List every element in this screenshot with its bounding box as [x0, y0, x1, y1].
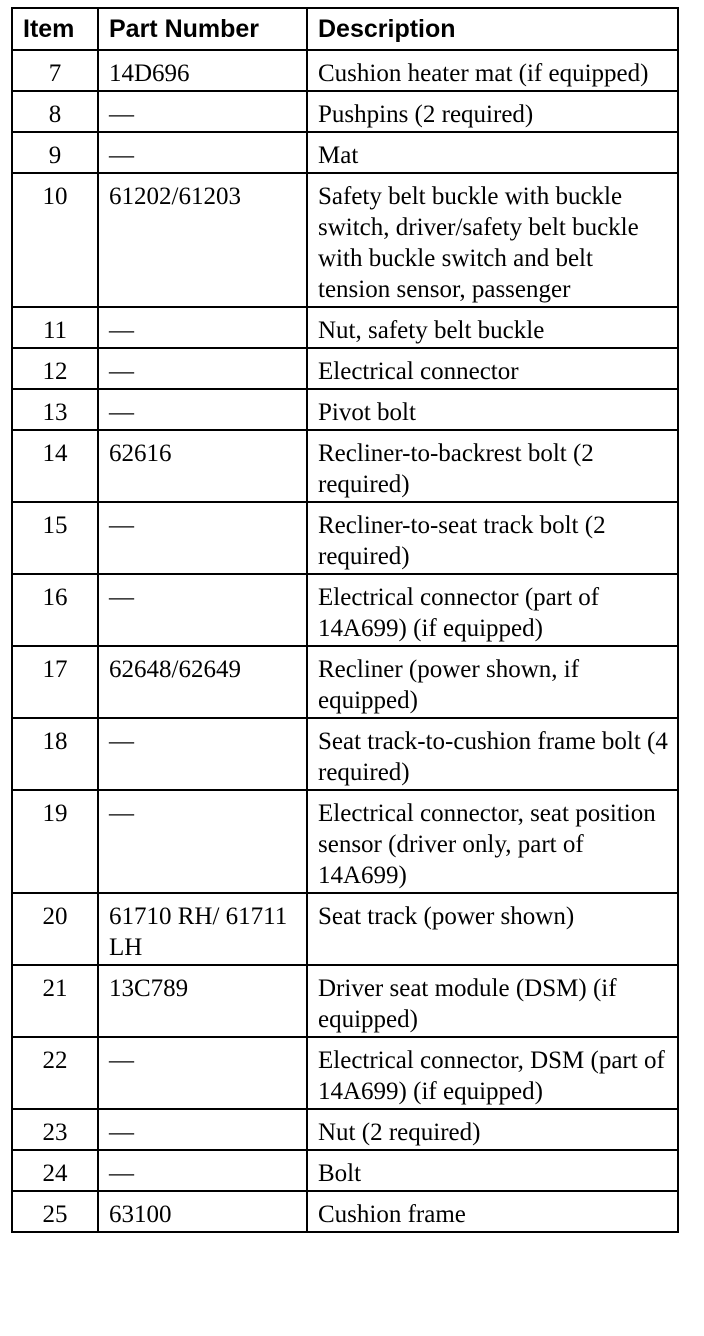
part-number-cell: —: [98, 718, 307, 790]
part-number-cell: —: [98, 91, 307, 132]
table-row: [12, 389, 678, 430]
table-row: [12, 91, 678, 132]
part-number-cell: —: [98, 389, 307, 430]
table-row: [12, 173, 678, 307]
description-cell: Pivot bolt: [307, 389, 678, 430]
part-number-cell: —: [98, 348, 307, 389]
part-number-cell: —: [98, 790, 307, 893]
table-body: [12, 50, 678, 1232]
description-cell: Pushpins (2 required): [307, 91, 678, 132]
description-cell: Cushion frame: [307, 1191, 678, 1232]
description-cell: Safety belt buckle with buckle switch, driver/safety belt buckle with buckle switch and belt tension sensor, passenger: [307, 173, 678, 307]
part-number-cell: 13C789: [98, 965, 307, 1037]
table-row: [12, 646, 678, 718]
table-row: [12, 502, 678, 574]
item-cell: 8: [12, 91, 98, 132]
item-cell: 11: [12, 307, 98, 348]
table-row: [12, 50, 678, 91]
part-number-cell: —: [98, 1037, 307, 1109]
item-cell: 7: [12, 50, 98, 91]
header-description: Description: [307, 8, 678, 50]
table-row: [12, 1150, 678, 1191]
item-cell: 20: [12, 893, 98, 965]
description-cell: Seat track-to-cushion frame bolt (4 required): [307, 718, 678, 790]
description-cell: Driver seat module (DSM) (if equipped): [307, 965, 678, 1037]
part-number-cell: 63100: [98, 1191, 307, 1232]
part-number-cell: 62648/62649: [98, 646, 307, 718]
table-row: [12, 1037, 678, 1109]
item-cell: 21: [12, 965, 98, 1037]
table-row: [12, 430, 678, 502]
description-cell: Cushion heater mat (if equipped): [307, 50, 678, 91]
item-cell: 12: [12, 348, 98, 389]
part-number-cell: —: [98, 307, 307, 348]
description-cell: Recliner (power shown, if equipped): [307, 646, 678, 718]
description-cell: Seat track (power shown): [307, 893, 678, 965]
table-row: [12, 790, 678, 893]
description-cell: Recliner-to-backrest bolt (2 required): [307, 430, 678, 502]
table-row: [12, 1191, 678, 1232]
description-cell: Electrical connector, seat position sensor (driver only, part of 14A699): [307, 790, 678, 893]
table-row: [12, 965, 678, 1037]
table-row: [12, 132, 678, 173]
part-number-cell: —: [98, 574, 307, 646]
parts-table: [11, 7, 679, 1233]
item-cell: 10: [12, 173, 98, 307]
description-cell: Nut, safety belt buckle: [307, 307, 678, 348]
item-cell: 24: [12, 1150, 98, 1191]
item-cell: 15: [12, 502, 98, 574]
item-cell: 17: [12, 646, 98, 718]
part-number-cell: 14D696: [98, 50, 307, 91]
item-cell: 25: [12, 1191, 98, 1232]
item-cell: 19: [12, 790, 98, 893]
item-cell: 9: [12, 132, 98, 173]
table-row: [12, 1109, 678, 1150]
table-header-row: [12, 8, 678, 50]
header-item: Item: [12, 8, 98, 50]
part-number-cell: —: [98, 132, 307, 173]
part-number-cell: 61710 RH/ 61711 LH: [98, 893, 307, 965]
description-cell: Electrical connector: [307, 348, 678, 389]
table-row: [12, 574, 678, 646]
description-cell: Nut (2 required): [307, 1109, 678, 1150]
item-cell: 13: [12, 389, 98, 430]
part-number-cell: 62616: [98, 430, 307, 502]
part-number-cell: —: [98, 1109, 307, 1150]
item-cell: 18: [12, 718, 98, 790]
part-number-cell: —: [98, 502, 307, 574]
description-cell: Electrical connector, DSM (part of 14A699) (if equipped): [307, 1037, 678, 1109]
header-part-number: Part Number: [98, 8, 307, 50]
item-cell: 22: [12, 1037, 98, 1109]
description-cell: Mat: [307, 132, 678, 173]
table-row: [12, 718, 678, 790]
table-row: [12, 307, 678, 348]
description-cell: Electrical connector (part of 14A699) (if equipped): [307, 574, 678, 646]
part-number-cell: 61202/61203: [98, 173, 307, 307]
item-cell: 16: [12, 574, 98, 646]
table-row: [12, 893, 678, 965]
description-cell: Recliner-to-seat track bolt (2 required): [307, 502, 678, 574]
item-cell: 14: [12, 430, 98, 502]
description-cell: Bolt: [307, 1150, 678, 1191]
part-number-cell: —: [98, 1150, 307, 1191]
item-cell: 23: [12, 1109, 98, 1150]
table-row: [12, 348, 678, 389]
